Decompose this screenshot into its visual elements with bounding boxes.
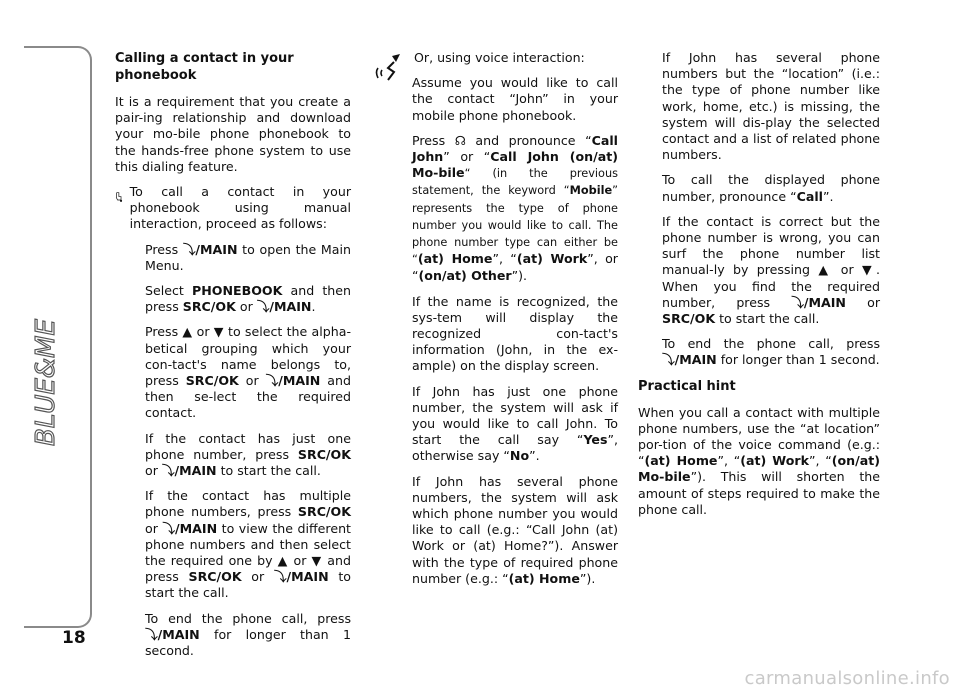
main-key-icon: ⤵ [256, 299, 270, 315]
paragraph: If John has just one phone number, the system will ask if you would like to call John. To start the call say “Yes”, otherwise say “No”. [412, 383, 618, 464]
column-2 [412, 50, 618, 596]
main-key-icon: ⤵ [273, 569, 287, 585]
paragraph: To end the phone call, press ⤵/MAIN for longer than 1 second. [662, 336, 880, 368]
voice-intro: Or, using voice interaction: [414, 50, 585, 65]
main-key-icon: ⤵ [791, 294, 804, 310]
section-heading: Calling a contact in your phonebook [115, 51, 294, 83]
up-arrow-icon: ▲ [277, 553, 289, 569]
continued-steps [638, 50, 880, 369]
paragraph: If John has several phone numbers but the “location” (i.e.: the type of phone number like work, home, etc.) is missing, the system will dis-play the selected contact and a list of related phone numbers. [662, 50, 880, 163]
down-arrow-icon: ▼ [861, 262, 877, 278]
main-key-icon: ⤵ [161, 463, 175, 479]
steps-list [115, 242, 351, 660]
main-key-icon: ⤵ [265, 373, 279, 389]
main-key-icon: ⤵ [182, 241, 196, 257]
paragraph: To call the displayed phone number, pronounce “Call”. [662, 172, 880, 204]
down-arrow-icon: ▼ [213, 324, 224, 340]
step-6: To end the phone call, press ⤵/MAIN for longer than 1 second. [145, 610, 351, 659]
hint-paragraph: When you call a contact with multiple phone numbers, use the “at location” por-tion of the voice command (e.g.: “(at) Home”, “(at) Work”, “(on/at) Mo-bile”). This will shorten the amount of steps required to make the phone call. [638, 404, 880, 517]
intro-paragraph: It is a requirement that you create a pair-ing relationship and download your mo-bile phone phonebook to the hands-free phone system to use this dialing feature. [115, 94, 351, 174]
voice-button-icon: ☊ [454, 132, 466, 148]
blue-and-me-logo [30, 250, 70, 450]
paragraph: If John has several phone numbers, the system will ask which phone number you would like to call (e.g.: “Call John (at) Work or (at) Home?”). Answer with the type of required phone number (e.g.: “(at) Home”). [412, 473, 618, 586]
hand-pointer-icon [115, 184, 124, 210]
column-3 [638, 50, 880, 527]
paragraph: If the name is recognized, the sys-tem will display the recognized con-tact's information (John, in the ex-ample) on the display screen. [412, 293, 618, 374]
step-5: If the contact has multiple phone numbers, press SRC/OK or ⤵/MAIN to view the different phone numbers and then select the required one by ▲ or ▼ and press SRC/OK or ⤵/MAIN to start the call. [145, 488, 351, 601]
step-1: Press ⤵/MAIN to open the Main Menu. [145, 241, 351, 273]
note-text: To call a contact in your phonebook using manual interaction, proceed as follows: [129, 184, 351, 232]
paragraph: Press ☊ and pronounce “Call John” or “Call John (on/at) Mo-bile“ (in the previous statement, the keyword “Mobile” represents the type of phone number you would like to call. The phone number type can either be “(at) Home”, “(at) Work”, or “(on/at) Other”). [412, 132, 618, 284]
main-key-icon: ⤵ [662, 352, 675, 368]
hint-heading: Practical hint [638, 378, 736, 394]
step-2: Select PHONEBOOK and then press SRC/OK or ⤵/MAIN. [145, 283, 352, 315]
paragraph: Assume you would like to call the contact “John” in your mobile phone phonebook. [412, 75, 618, 123]
voice-interaction-icon [374, 50, 408, 84]
down-arrow-icon: ▼ [311, 553, 323, 569]
up-arrow-icon: ▲ [182, 324, 193, 340]
paragraph: If the contact is correct but the phone number is wrong, you can surf the phone number list manual-ly by pressing ▲ or ▼. When you find the required number, press ⤵/MAIN or SRC/OK to start the call. [662, 213, 881, 327]
manual-note [115, 184, 351, 233]
svg-text:BLUE&ME: BLUE&ME [31, 319, 61, 446]
main-key-icon: ⤵ [145, 626, 158, 642]
step-3: Press ▲ or ▼ to select the alpha-betical grouping which your con-tact's name belongs to, press SRC/OK or ⤵/MAIN and then se-lect the required contact. [145, 324, 352, 421]
watermark: carmanualsonline.info [744, 668, 950, 689]
column-1 [115, 50, 351, 668]
main-key-icon: ⤵ [162, 520, 175, 536]
up-arrow-icon: ▲ [818, 262, 833, 278]
page-number: 18 [62, 628, 86, 648]
step-4: If the contact has just one phone number, press SRC/OK or ⤵/MAIN to start the call. [145, 430, 351, 479]
